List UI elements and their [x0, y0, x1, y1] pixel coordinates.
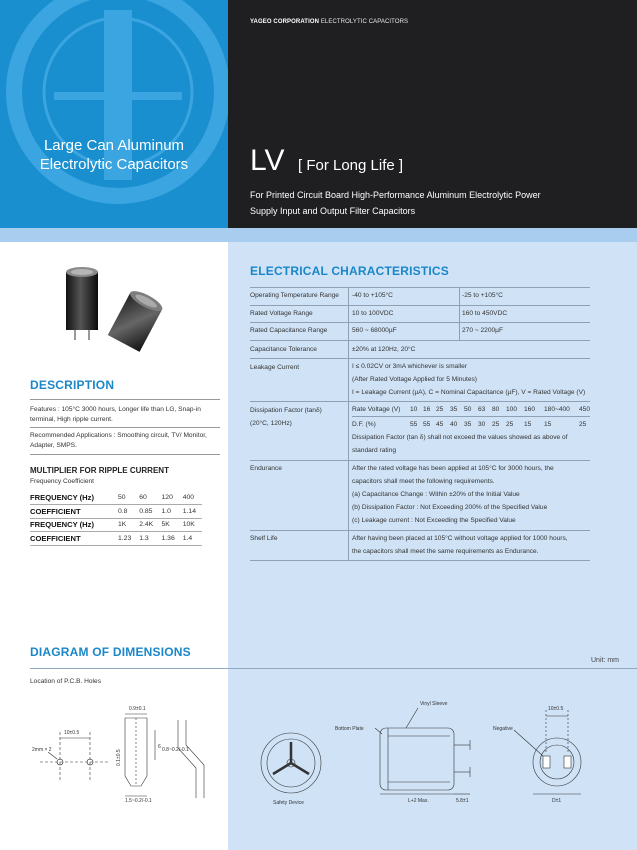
- table-row: [30, 491, 202, 505]
- df-voltage-cell: 35: [450, 406, 458, 413]
- df-value-cell: 40: [450, 421, 458, 428]
- header-strip: [0, 228, 637, 242]
- dim-10b: 10±0.5: [548, 706, 564, 712]
- multiplier-subtitle: Frequency Coefficient: [30, 478, 95, 485]
- safety-device-label: Safety Device: [273, 800, 304, 806]
- divider: [30, 454, 220, 455]
- series-description-line1: For Printed Circuit Board High-Performance Aluminum Electrolytic Power: [250, 190, 541, 200]
- divider: [30, 399, 220, 400]
- cell: 1.4: [181, 532, 202, 546]
- df-voltage-cell: 160: [524, 406, 536, 413]
- dim-09: 0.9±0.1: [129, 706, 146, 712]
- company-line: [250, 19, 408, 25]
- cell: 1K: [116, 518, 137, 532]
- df-voltage-cell: 100: [506, 406, 518, 413]
- divider: [250, 287, 590, 288]
- cell: 1.36: [160, 532, 181, 546]
- endurance-line4: (b) Dissipation Factor : Not Exceeding 200% of the Specified Value: [352, 504, 548, 511]
- rated-voltage-row-label: Rate Voltage (V): [352, 406, 401, 413]
- table-row: [30, 518, 202, 532]
- cell: 2.4K: [137, 518, 159, 532]
- rated-capacitance-value-2: 270 ~ 2200µF: [462, 327, 504, 334]
- cell: 120: [160, 491, 181, 505]
- rated-voltage-label: Rated Voltage Range: [250, 310, 313, 317]
- negative-label: Negative: [493, 726, 513, 732]
- df-value-cell: 25: [579, 421, 587, 428]
- cell: 1.3: [137, 532, 159, 546]
- dim-10: 10±0.5: [64, 730, 80, 736]
- df-value-cell: 25: [506, 421, 514, 428]
- df-voltage-cell: 10: [410, 406, 418, 413]
- cell: 50: [116, 491, 137, 505]
- row-label: COEFFICIENT: [30, 532, 116, 546]
- cell: 1.23: [116, 532, 137, 546]
- logo-watermark: [0, 0, 228, 228]
- df-voltage-cell: 450: [579, 406, 591, 413]
- divider: [250, 460, 590, 461]
- multiplier-table: [30, 491, 202, 546]
- df-voltage-cell: 80: [492, 406, 500, 413]
- divider: [250, 340, 590, 341]
- rated-capacitance-value-1: 560 ~ 68000µF: [352, 327, 397, 334]
- endurance-line1: After the rated voltage has been applied at 105°C for 3000 hours, the: [352, 465, 554, 472]
- df-voltage-cell: 16: [423, 406, 431, 413]
- dim-58: 5.8±1: [456, 798, 469, 804]
- category-name: ELECTROLYTIC CAPACITORS: [320, 19, 409, 25]
- df-voltage-cell: 25: [436, 406, 444, 413]
- dissipation-note-line2: standard rating: [352, 447, 396, 454]
- df-value-cell: 45: [436, 421, 444, 428]
- endurance-line3: (a) Capacitance Change : Within ±20% of the Initial Value: [352, 491, 520, 498]
- row-label: COEFFICIENT: [30, 505, 116, 519]
- operating-temp-value-2: -25 to +105°C: [462, 292, 503, 299]
- df-value-cell: 35: [464, 421, 472, 428]
- divider: [30, 427, 220, 428]
- product-title-line1: Large Can Aluminum: [43, 137, 185, 154]
- header-blue-panel: [0, 0, 228, 228]
- divider: [250, 560, 590, 561]
- cell: 0.85: [137, 505, 159, 519]
- product-title-line2: Electrolytic Capacitors: [39, 156, 189, 173]
- divider: [250, 401, 590, 402]
- dim-6: 6: [158, 744, 161, 750]
- dim-08: 0.8~0.2/-0.1: [162, 747, 189, 753]
- description-applications: Recommended Applications : Smoothing circuit, TV/ Monitor, Adapter, SMPS.: [30, 432, 207, 449]
- dimensions-title: DIAGRAM OF DIMENSIONS: [30, 645, 191, 659]
- cell: 10K: [181, 518, 202, 532]
- divider: [250, 305, 590, 306]
- series-description: [250, 187, 620, 219]
- cell: 60: [137, 491, 159, 505]
- description-features: Features : 105°C 3000 hours, Longer life than LG, Snap-in terminal, High ripple current.: [30, 406, 201, 423]
- df-voltage-cell: 180~400: [544, 406, 570, 413]
- df-value-cell: 55: [410, 421, 418, 428]
- dim-01: 0.1±0.5: [116, 749, 122, 766]
- column-separator: [348, 287, 349, 560]
- dissipation-note-line1: Dissipation Factor (tan δ) shall not exceed the values showed as above of: [352, 434, 568, 441]
- divider: [30, 668, 228, 669]
- cap-tolerance-label: Capacitance Tolerance: [250, 346, 317, 353]
- divider: [228, 668, 637, 669]
- cell: 5K: [160, 518, 181, 532]
- cell: 1.14: [181, 505, 202, 519]
- rated-capacitance-label: Rated Capacitance Range: [250, 327, 328, 334]
- cell: 0.8: [116, 505, 137, 519]
- rated-voltage-value-2: 160 to 450VDC: [462, 310, 508, 317]
- cap-tolerance-value: ±20% at 120Hz, 20°C: [352, 346, 416, 353]
- cell: 1.0: [160, 505, 181, 519]
- shelf-life-line2: the capacitors shall meet the same requirements as Endurance.: [352, 548, 539, 555]
- df-value-cell: 55: [423, 421, 431, 428]
- description-title: DESCRIPTION: [30, 378, 115, 392]
- l-max-label: L+2 Max.: [408, 798, 429, 804]
- cell: 400: [181, 491, 202, 505]
- vinyl-sleeve-label: Vinyl Sleeve: [420, 701, 448, 707]
- pcb-holes-label: Location of P.C.B. Holes: [30, 678, 101, 685]
- leakage-line2: (After Rated Voltage Applied for 5 Minutes): [352, 376, 477, 383]
- df-value-cell: 15: [524, 421, 532, 428]
- bottom-plate-label: Bottom Plate: [335, 726, 364, 732]
- divider: [250, 322, 590, 323]
- dissipation-label-2: (20°C, 120Hz): [250, 420, 292, 427]
- df-voltage-cell: 50: [464, 406, 472, 413]
- divider: [352, 416, 590, 417]
- dim-15: 1.5~0.2/-0.1: [125, 798, 152, 804]
- divider: [250, 530, 590, 531]
- leakage-label: Leakage Current: [250, 364, 300, 371]
- divider: [250, 358, 590, 359]
- series-description-line2: Supply Input and Output Filter Capacitors: [250, 206, 416, 216]
- column-separator: [459, 287, 460, 340]
- leakage-line3: I = Leakage Current (µA), C = Nominal Capacitance (µF), V = Rated Voltage (V): [352, 389, 586, 396]
- df-value-cell: 30: [478, 421, 486, 428]
- electrical-title: ELECTRICAL CHARACTERISTICS: [250, 264, 449, 278]
- table-row: [30, 532, 202, 546]
- unit-label: Unit: mm: [591, 657, 619, 664]
- leakage-line1: I ≤ 0.02CV or 3mA whichever is smaller: [352, 363, 468, 370]
- operating-temp-value-1: -40 to +105°C: [352, 292, 393, 299]
- endurance-line2: capacitors shall meet the following requirements.: [352, 478, 495, 485]
- table-row: [30, 505, 202, 519]
- product-title: [14, 136, 214, 174]
- operating-temp-label: Operating Temperature Range: [250, 292, 339, 299]
- shelf-life-line1: After having been placed at 105°C without voltage applied for 1000 hours,: [352, 535, 568, 542]
- rated-voltage-value-1: 10 to 100VDC: [352, 310, 394, 317]
- capacitor-photo: [52, 262, 170, 362]
- series-subtitle: [ For Long Life ]: [298, 157, 404, 174]
- endurance-line5: (c) Leakage current : Not Exceeding the Specified Value: [352, 517, 516, 524]
- row-label: FREQUENCY (Hz): [30, 518, 116, 532]
- df-value-cell: 25: [492, 421, 500, 428]
- dissipation-label-1: Dissipation Factor (tanδ): [250, 407, 322, 414]
- dim-d1: D±1: [552, 798, 562, 804]
- shelf-life-label: Shelf Life: [250, 535, 278, 542]
- endurance-label: Endurance: [250, 465, 282, 472]
- row-label: FREQUENCY (Hz): [30, 491, 116, 505]
- multiplier-title: MULTIPLIER FOR RIPPLE CURRENT: [30, 466, 169, 475]
- df-row-label: D.F. (%): [352, 421, 376, 428]
- dim-2mm: 2mm × 2: [32, 747, 52, 753]
- df-value-cell: 15: [544, 421, 552, 428]
- dimension-diagrams: [0, 690, 637, 850]
- df-voltage-cell: 63: [478, 406, 486, 413]
- company-name: YAGEO CORPORATION: [250, 19, 320, 25]
- series-name: LV: [250, 144, 285, 177]
